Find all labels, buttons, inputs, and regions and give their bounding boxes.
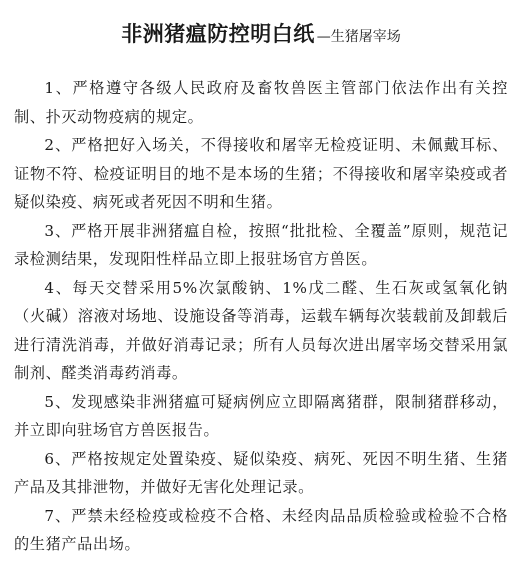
- rule-item-4: 4、每天交替采用5%次氯酸钠、1%戊二醛、生石灰或氢氧化钠（火碱）溶液对场地、设施设备等消毒，运载车辆每次装载前及卸载后进行清洗消毒，并做好消毒记录；所有人员每次进出屠宰场交替采用氯制剂、醛类消毒药消毒。: [14, 278, 508, 382]
- rule-item-1: 1、严格遵守各级人民政府及畜牧兽医主管部门依法作出有关控制、扑灭动物疫病的规定。: [14, 79, 508, 126]
- rule-item-5: 5、发现感染非洲猪瘟可疑病例应立即隔离猪群，限制猪群移动，并立即向驻场官方兽医报告。: [14, 392, 508, 439]
- rule-item-2: 2、严格把好入场关，不得接收和屠宰无检疫证明、未佩戴耳标、证物不符、检疫证明目的地不是本场的生猪；不得接收和屠宰染疫或者疑似染疫、病死或者死因不明和生猪。: [14, 136, 508, 211]
- title-main: 非洲猪瘟防控明白纸: [121, 22, 315, 46]
- rule-item-7: 7、严禁未经检疫或检疫不合格、未经肉品品质检验或检验不合格的生猪产品出场。: [14, 506, 508, 553]
- rule-item-3: 3、严格开展非洲猪瘟自检，按照“批批检、全覆盖”原则，规范记录检测结果，发现阳性样品立即上报驻场官方兽医。: [14, 221, 508, 268]
- document-title: [14, 18, 508, 48]
- rules-list: [14, 74, 508, 559]
- rule-item-6: 6、严格按规定处置染疫、疑似染疫、病死、死因不明生猪、生猪产品及其排泄物，并做好无害化处理记录。: [14, 449, 508, 496]
- title-subtitle: —生猪屠宰场: [316, 29, 401, 45]
